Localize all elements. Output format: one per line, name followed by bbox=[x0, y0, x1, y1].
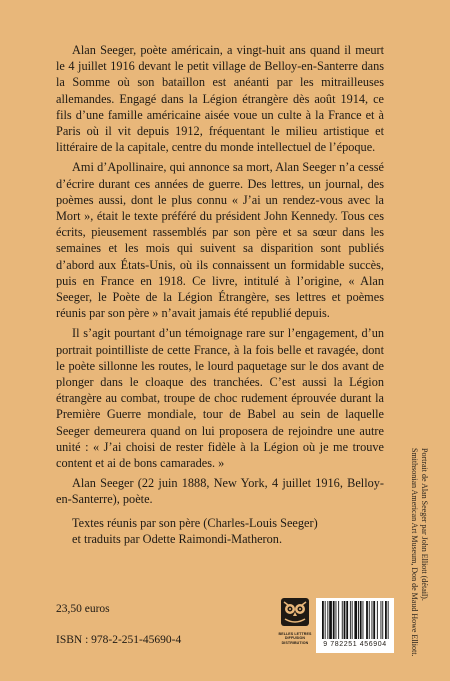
photo-credit-line-1: Portrait de Alan Seeger par John Elliott (détail). bbox=[420, 448, 429, 601]
isbn: ISBN : 978-2-251-45690-4 bbox=[56, 634, 182, 646]
photo-credit bbox=[405, 448, 429, 658]
barcode-bars bbox=[316, 598, 394, 642]
paragraph-3: Il s’agit pourtant d’un témoignage rare sur l’engagement, d’un portrait pointilliste de cette France, à la fois belle et ravagée, dont le poète sillonne les routes, le lourd paquetage sur le dos avant de plonger dans le cloaque des tranchées. C’est aussi la Légion étrangère au combat, troupe de choc rudement éprouvée durant la Première Guerre mondiale, tour de Babel au sein de laquelle Seeger demeurera quand on lui proposera de rejoindre une autre unité : « J’ai choisi de rester fidèle à la Légion où je me trouve content et ai de bons camarades. » bbox=[56, 326, 384, 471]
price: 23,50 euros bbox=[56, 603, 110, 615]
barcode bbox=[316, 598, 394, 653]
credits-line-1: Textes réunis par son père (Charles-Louis Seeger) bbox=[72, 516, 318, 530]
photo-credit-line-2: Smithsonian American Art Museum, Don de Maud Howe Elliott. bbox=[410, 448, 419, 657]
publisher-line-1: BELLES LETTRES bbox=[278, 632, 312, 636]
barcode-number: 9 782251 456904 bbox=[323, 641, 387, 648]
translation-credits bbox=[72, 515, 392, 547]
paragraph-4: Alan Seeger (22 juin 1888, New York, 4 juillet 1916, Belloy-en-Santerre), poète. bbox=[56, 476, 384, 507]
paragraph-2: Ami d’Apollinaire, qui annonce sa mort, Alan Seeger n’a cessé d’écrire durant ces années de guerre. Des lettres, un journal, des poèmes aussi, dont le plus connu « J’ai un rendez-vous avec la Mort », était le texte préféré du président John Kennedy. Tous ces écrits, pieusement rassemblés par son père et sa sœur dans les semaines et les mois qui suivent sa disparition sont publiés d’abord aux États-Unis, où ils connaissent un formidable succès, puis en France en 1918. Ce livre, intitulé à l’origine, « Alan Seeger, le Poète de la Légion Étrangère, ses lettres et poèmes réunis par son père » n’avait jamais été republié depuis. bbox=[56, 160, 384, 321]
paragraph-1: Alan Seeger, poète américain, a vingt-huit ans quand il meurt le 4 juillet 1916 devant le petit village de Belloy-en-Santerre dans la Somme où son bataillon est anéanti par les mitrailleuses allemandes. Engagé dans la Légion étrangère dès août 1914, ce fils d’une famille américaine aisée voue un culte à la France et à Paris où il vit depuis 1912, fréquentant le milieu artistique et littéraire de la capitale, centre du monde intellectuel de l’époque. bbox=[56, 43, 384, 155]
publisher-line-2: DIFFUSION bbox=[284, 636, 306, 641]
publisher-logo bbox=[278, 597, 312, 645]
owl-icon bbox=[280, 597, 310, 627]
back-cover-text bbox=[56, 42, 384, 512]
publisher-line-3: DISTRIBUTION bbox=[281, 640, 309, 645]
credits-line-2: et traduits par Odette Raimondi-Matheron. bbox=[72, 532, 283, 547]
